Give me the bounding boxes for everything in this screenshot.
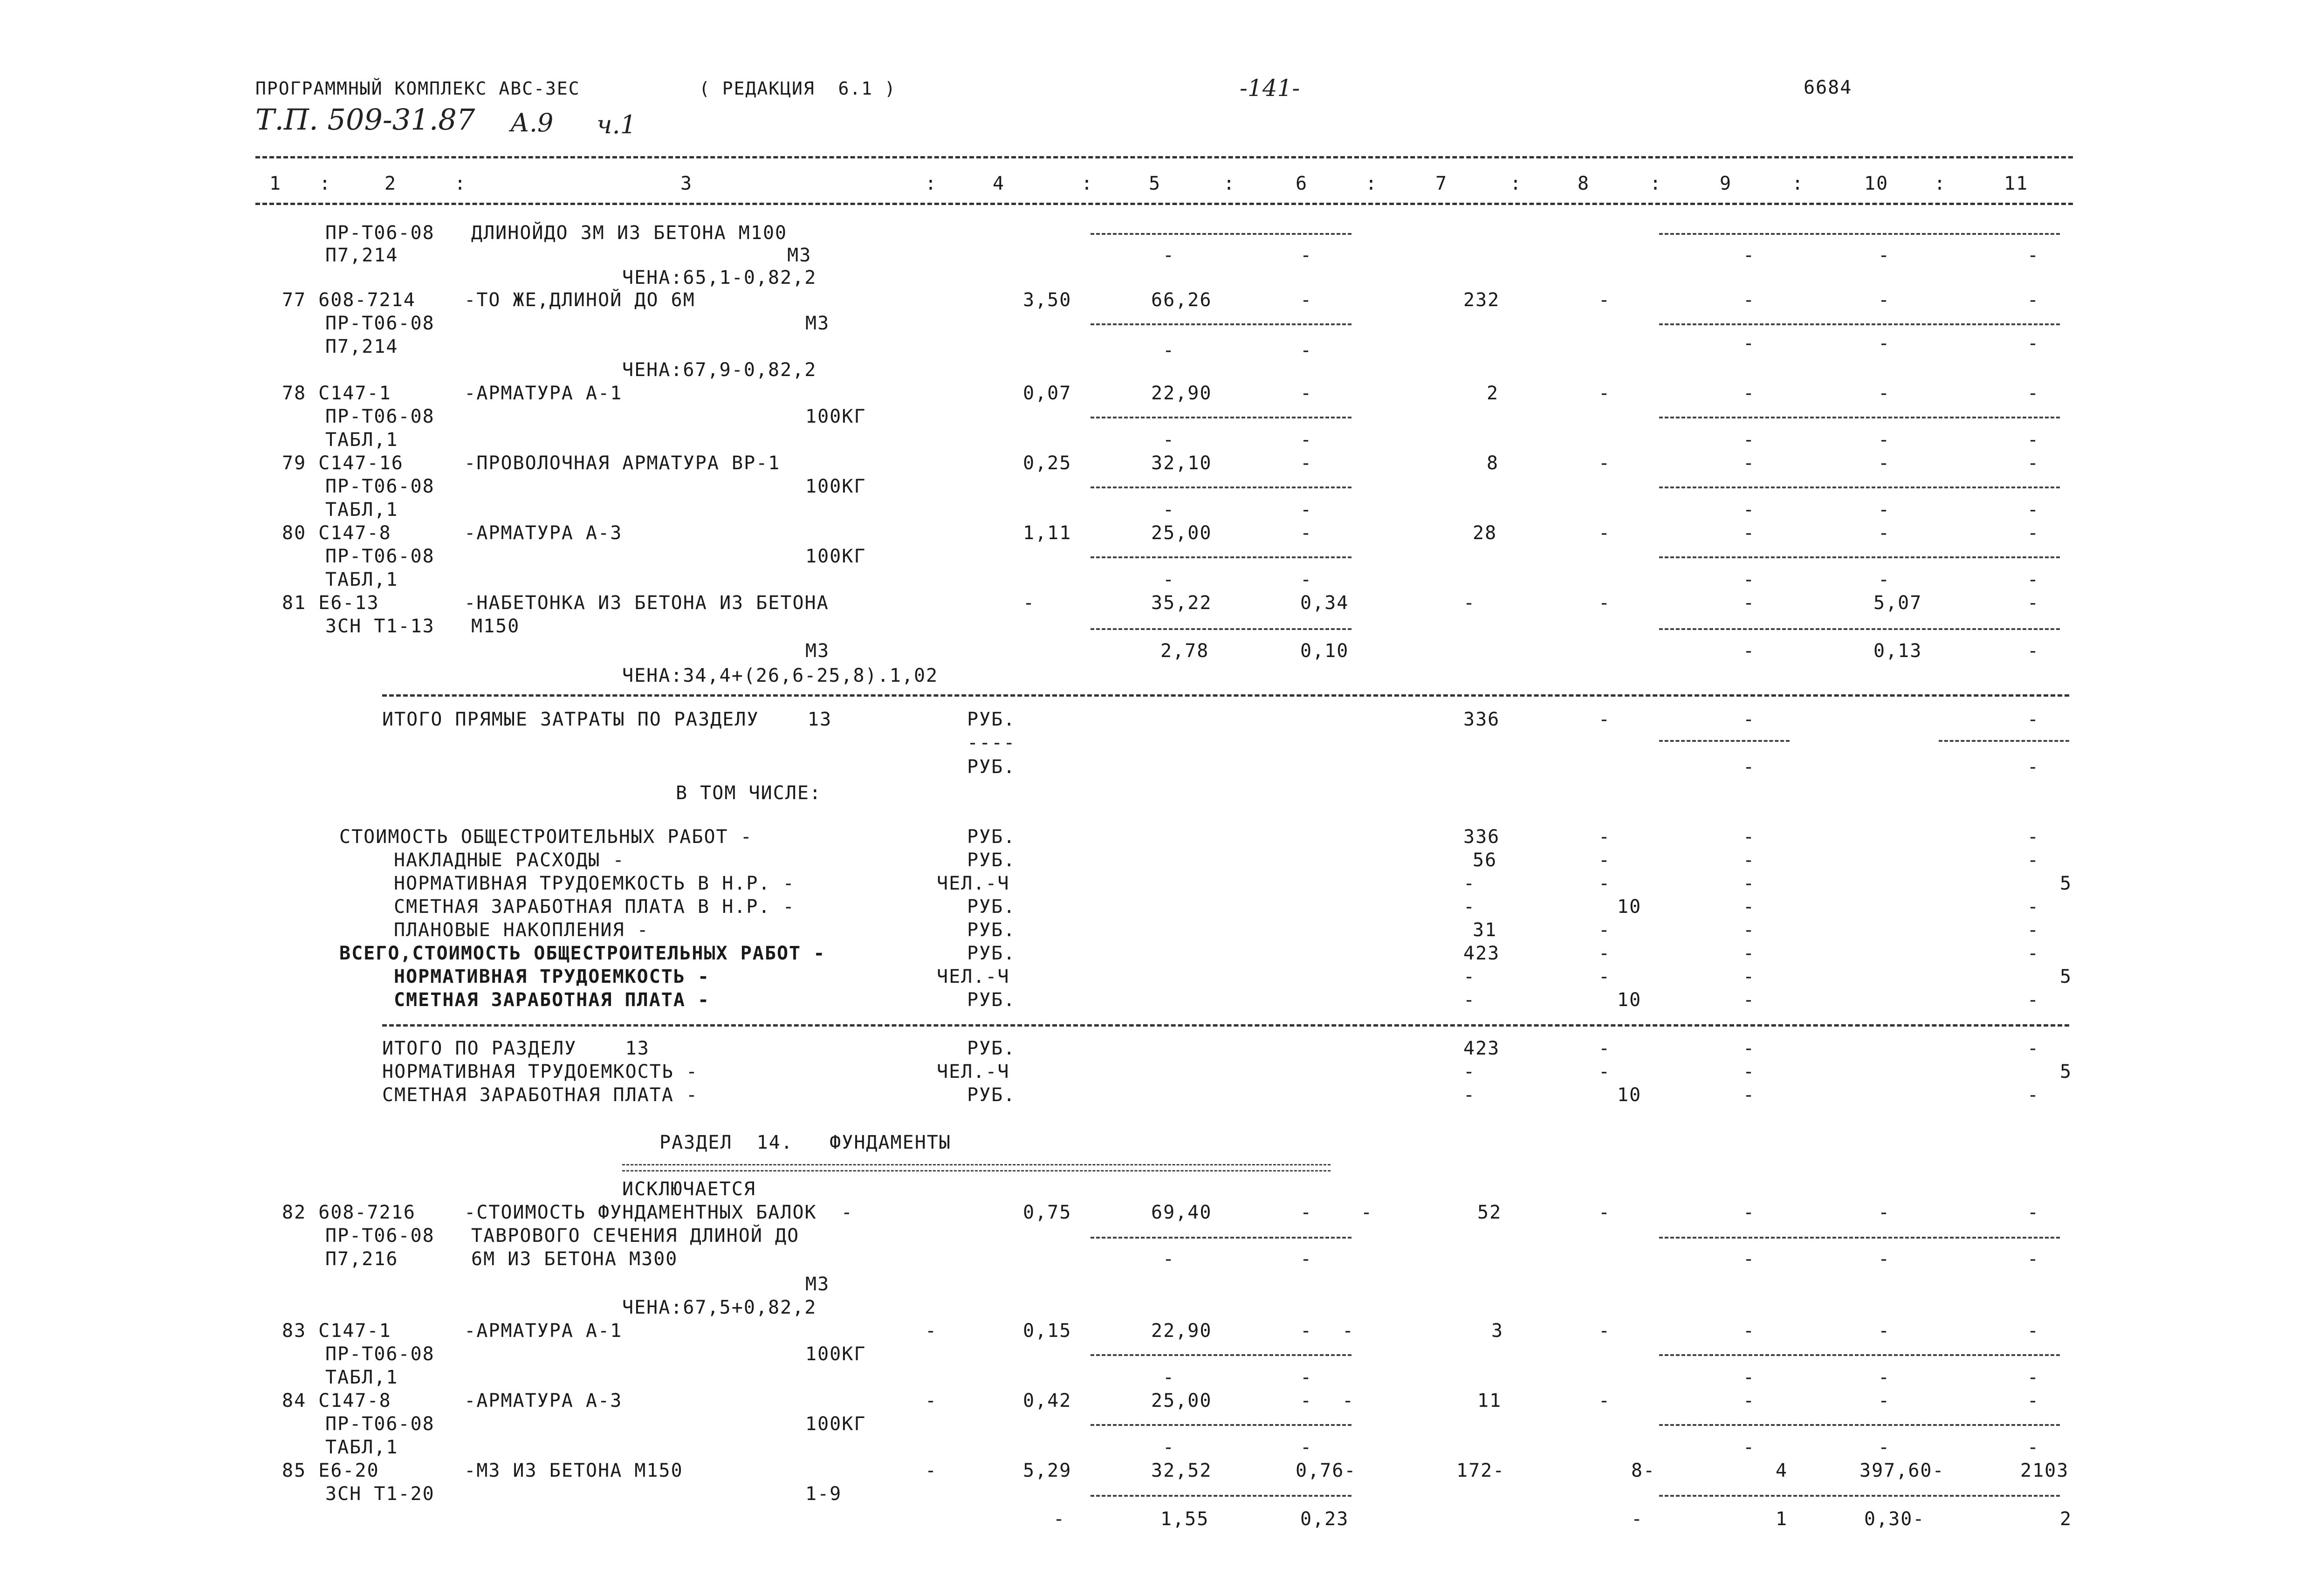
- summary-rule-2: [382, 1024, 2069, 1027]
- table-row: 78 С147-1 -АРМАТУРА А-1: [282, 383, 623, 404]
- section-14-underline: [622, 1164, 1331, 1171]
- section-14-title: РАЗДЕЛ 14. ФУНДАМЕНТЫ: [659, 1132, 951, 1153]
- table-row: 77 608-7214 -ТО ЖЕ,ДЛИНОЙ ДО 6М: [282, 289, 695, 311]
- table-row: 81 Е6-13 -НАБЕТОНКА ИЗ БЕТОНА ИЗ БЕТОНА: [282, 592, 829, 614]
- summary-rule-1: [382, 694, 2069, 697]
- handwritten-album: А.9: [510, 108, 554, 137]
- edition: ( РЕДАКЦИЯ 6.1 ): [699, 78, 896, 99]
- page-number: -141-: [1240, 75, 1300, 102]
- excluded-label: ИСКЛЮЧАЕТСЯ: [622, 1178, 756, 1200]
- document-number: 6684: [1804, 77, 1852, 98]
- table-row: 80 С147-8 -АРМАТУРА А-3: [282, 522, 623, 544]
- table-row: 79 С147-16 -ПРОВОЛОЧНАЯ АРМАТУРА ВР-1: [282, 452, 781, 474]
- table-row: 85 Е6-20 -М3 ИЗ БЕТОНА М150: [282, 1460, 683, 1481]
- handwritten-project: Т.П. 509-31.87: [255, 103, 475, 137]
- program-name: ПРОГРАММНЫЙ КОМПЛЕКС АВС-3ЕС: [255, 78, 580, 99]
- header-rule-top: [255, 156, 2073, 158]
- handwritten-part: ч.1: [597, 110, 637, 139]
- table-row: 83 С147-1 -АРМАТУРА А-1: [282, 1320, 623, 1342]
- header-rule-bottom: [255, 203, 2073, 205]
- table-row: 84 С147-8 -АРМАТУРА А-3: [282, 1390, 623, 1411]
- table-row: 82 608-7216 -СТОИМОСТЬ ФУНДАМЕНТНЫХ БАЛОК -: [282, 1202, 853, 1223]
